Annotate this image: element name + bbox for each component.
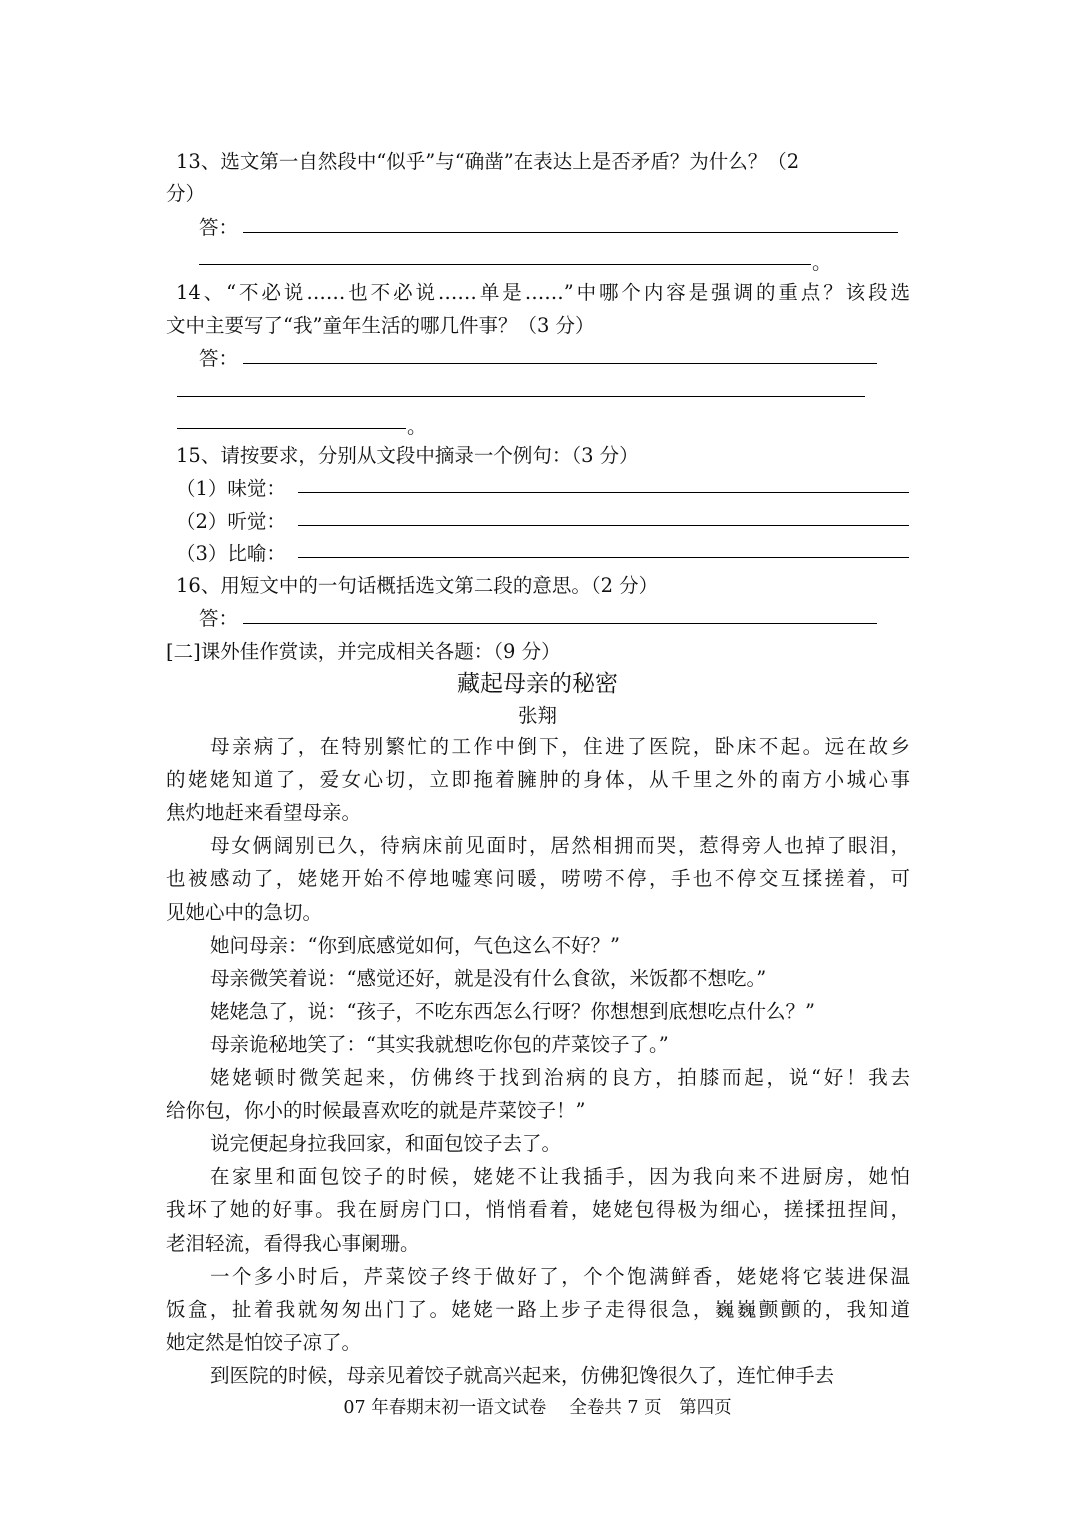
q15-item-taste-label: （1）味觉： bbox=[176, 477, 286, 500]
article-line: 她问母亲：“你到底感觉如何，气色这么不好？” bbox=[210, 933, 620, 957]
article-line: 姥姥顿时微笑起来，仿佛终于找到治病的良方，拍膝而起，说“好！我去 bbox=[210, 1066, 910, 1089]
article-line: 母亲病了，在特别繁忙的工作中倒下，住进了医院，卧床不起。远在故乡 bbox=[210, 735, 910, 758]
article-line: 焦灼地赶来看望母亲。 bbox=[166, 801, 362, 825]
article-line: 说完便起身拉我回家，和面包饺子去了。 bbox=[210, 1132, 562, 1156]
q13-text-line1: 13、选文第一自然段中“似乎”与“确凿”在表达上是否矛盾？为什么？（2 bbox=[176, 150, 800, 173]
q15-hearing-answer-line[interactable] bbox=[298, 525, 909, 526]
q13-end-mark: 。 bbox=[812, 251, 832, 274]
q14-answer-line-3[interactable] bbox=[177, 428, 406, 429]
q13-answer-label: 答： bbox=[199, 216, 239, 239]
q15-item-metaphor-label: （3）比喻： bbox=[176, 542, 286, 565]
q14-text-line2: 文中主要写了“我”童年生活的哪几件事？（3 分） bbox=[166, 314, 595, 337]
article-line: 一个多小时后，芹菜饺子终于做好了，个个饱满鲜香，姥姥将它装进保温 bbox=[210, 1264, 910, 1288]
q14-answer-line-2[interactable] bbox=[177, 396, 865, 397]
q16-answer-line[interactable] bbox=[243, 623, 877, 624]
article-line: 的姥姥知道了，爱女心切，立即拖着臃肿的身体，从千里之外的南方小城心事 bbox=[166, 768, 910, 792]
article-line: 我坏了她的好事。我在厨房门口，悄悄看着，姥姥包得极为细心，搓揉扭捏间， bbox=[166, 1198, 910, 1222]
q15-text-line1: 15、请按要求，分别从文段中摘录一个例句：（3 分） bbox=[176, 444, 639, 467]
article-line: 老泪轻流，看得我心事阑珊。 bbox=[166, 1231, 420, 1255]
q14-answer-line-1[interactable] bbox=[243, 363, 877, 364]
article-line: 她定然是怕饺子凉了。 bbox=[166, 1330, 362, 1354]
article-line: 也被感动了，姥姥开始不停地嘘寒问暖，唠唠不停，手也不停交互揉搓着，可 bbox=[166, 867, 910, 891]
article-line: 母亲微笑着说：“感觉还好，就是没有什么食欲，米饭都不想吃。” bbox=[210, 966, 767, 990]
article-author: 张翔 bbox=[517, 704, 557, 727]
q16-text-line1: 16、用短文中的一句话概括选文第二段的意思。（2 分） bbox=[176, 574, 659, 597]
article-line: 姥姥急了，说：“孩子，不吃东西怎么行呀？你想想到底想吃点什么？” bbox=[210, 999, 815, 1023]
q15-item-hearing-label: （2）听觉： bbox=[176, 510, 286, 533]
page-footer: 07 年春期末初一语文试卷 全卷共 7 页 第四页 bbox=[343, 1398, 732, 1418]
q16-answer-label: 答： bbox=[199, 607, 239, 630]
q13-answer-line-1[interactable] bbox=[243, 232, 898, 233]
q14-end-mark: 。 bbox=[407, 415, 427, 438]
article-line: 饭盒，扯着我就匆匆出门了。姥姥一路上步子走得很急，巍巍颤颤的，我知道 bbox=[166, 1297, 910, 1321]
q14-answer-label: 答： bbox=[199, 347, 239, 370]
article-line: 在家里和面包饺子的时候，姥姥不让我插手，因为我向来不进厨房，她怕 bbox=[210, 1165, 910, 1189]
q13-answer-line-2[interactable] bbox=[199, 264, 811, 265]
article-line: 给你包，你小的时候最喜欢吃的就是芹菜饺子！” bbox=[166, 1099, 586, 1123]
article-line: 见她心中的急切。 bbox=[166, 900, 323, 924]
q15-taste-answer-line[interactable] bbox=[298, 492, 909, 493]
q13-text-line2: 分） bbox=[166, 182, 206, 205]
q15-metaphor-answer-line[interactable] bbox=[298, 557, 909, 558]
article-line: 到医院的时候，母亲见着饺子就高兴起来，仿佛犯馋很久了，连忙伸手去 bbox=[210, 1363, 835, 1387]
section2-heading: [二]课外佳作赏读，并完成相关各题：（9 分） bbox=[166, 640, 561, 663]
article-line: 母亲诡秘地笑了：“其实我就想吃你包的芹菜饺子了。” bbox=[210, 1032, 669, 1056]
q14-text-line1: 14、“不必说……也不必说……单是……”中哪个内容是强调的重点？该段选 bbox=[176, 281, 910, 304]
article-line: 母女俩阔别已久，待病床前见面时，居然相拥而哭，惹得旁人也掉了眼泪， bbox=[210, 834, 910, 858]
article-title: 藏起母亲的秘密 bbox=[457, 671, 618, 697]
